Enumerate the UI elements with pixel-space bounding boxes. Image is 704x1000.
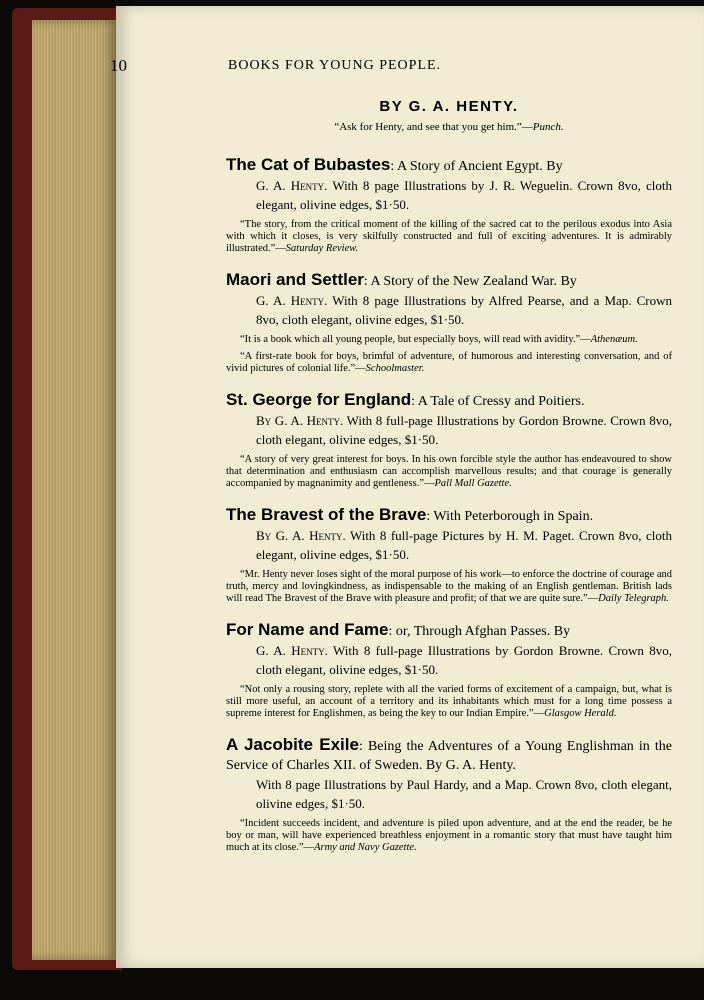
review-text: “It is a book which all young people, but especially boys, will read with avidity.”—	[240, 334, 591, 345]
entry-details-text: With 8 page Illustrations by Alfred Pearse, and a Map. Crown 8vo, cloth elegant, olivine edges, $1·50.	[256, 293, 672, 327]
entry-author: By G. A. Henty.	[256, 413, 344, 428]
book-entry	[226, 155, 672, 255]
entry-details	[226, 641, 672, 679]
entry-details	[226, 291, 672, 329]
page-edges	[32, 20, 116, 960]
review-text: “The story, from the critical moment of the killing of the sacred cat to the perilous exodus into Asia with which it closes, is very skilfully constructed and full of exciting adventures. It is admirably illustrated.”—	[226, 219, 672, 254]
review	[226, 684, 672, 720]
entry-subtitle: : A Story of the New Zealand War. By	[363, 274, 577, 289]
review-source: Daily Telegraph.	[598, 593, 669, 604]
review-text: “Incident succeeds incident, and adventure is piled upon adventure, and at the end the reader, be he boy or man, will have experienced breathless enjoyment in a romantic story that must have taught him much at its close.”—	[226, 818, 672, 853]
entry-author: G. A. Henty.	[256, 643, 328, 658]
review-source: Saturday Review.	[285, 243, 359, 254]
review-source: Schoolmaster.	[365, 363, 425, 374]
motto-quote: “Ask for Henty, and see that you get him.”—	[334, 121, 533, 133]
entry-details-text: With 8 full-page Illustrations by Gordon Browne. Crown 8vo, cloth elegant, olivine edges, $1·50.	[256, 643, 673, 677]
entry-details	[226, 526, 672, 564]
entry-subtitle: : or, Through Afghan Passes. By	[388, 624, 571, 639]
page-number: 10	[110, 56, 127, 75]
review	[226, 351, 672, 375]
entry-details-text: With 8 page Illustrations by J. R. Weguelin. Crown 8vo, cloth elegant, olivine edges, $1·50.	[256, 178, 672, 212]
entry-details	[226, 775, 672, 813]
entry-head	[226, 505, 672, 526]
entry-head	[226, 390, 672, 411]
entry-head	[226, 620, 672, 641]
book-entry	[226, 270, 672, 375]
entry-author: G. A. Henty.	[256, 178, 328, 193]
entry-title: St. George for England	[226, 390, 412, 409]
review	[226, 818, 672, 854]
entry-subtitle: : A Tale of Cressy and Poitiers.	[411, 394, 585, 409]
entry-author: By G. A. Henty.	[256, 528, 346, 543]
entry-subtitle: : With Peterborough in Spain.	[426, 509, 594, 524]
book-entry	[226, 620, 672, 720]
review	[226, 334, 672, 346]
entry-details-text: With 8 page Illustrations by Paul Hardy, and a Map. Crown 8vo, cloth elegant, olivine edges, $1·50.	[256, 777, 672, 811]
review-source: Athenæum.	[590, 334, 638, 345]
entry-subtitle: : Being the Adventures of a Young Englishman in the Service of Charles XII. of Sweden. By G. A. Henty.	[226, 739, 672, 773]
motto	[226, 121, 672, 133]
entry-title: For Name and Fame	[226, 620, 389, 639]
review	[226, 569, 672, 605]
entry-title: Maori and Settler	[226, 270, 364, 289]
entry-head	[226, 270, 672, 291]
entry-head	[226, 155, 672, 176]
review-source: Glasgow Herald.	[544, 708, 617, 719]
entry-author: G. A. Henty.	[256, 293, 328, 308]
book-entry	[226, 505, 672, 605]
entry-title: The Cat of Bubastes	[226, 155, 391, 174]
review-text: “Not only a rousing story, replete with all the varied forms of excitement of a campaign, but, what is still more useful, an account of a territory and its inhabitants which must for a long time possess a supreme interest for Englishmen, as being the key to our Indian Empire.”—	[226, 684, 672, 719]
entry-details-text: With 8 full-page Illustrations by Gordon Browne. Crown 8vo, cloth elegant, olivine edges, $1·50.	[256, 413, 672, 447]
entry-subtitle: : A Story of Ancient Egypt. By	[390, 159, 563, 174]
review-text: “Mr. Henty never loses sight of the moral purpose of his work—to enforce the doctrine of courage and truth, mercy and lovingkindness, as indispensable to the making of an English gentleman. British lads will read The Bravest of the Brave with pleasure and profit; of that we are quite sure.”—	[226, 569, 672, 604]
review-text: “A story of very great interest for boys. In his own forcible style the author has endeavoured to show that determination and enthusiasm can accomplish marvellous results; and that courage is generally accompanied by magnanimity and gentleness.”—	[226, 454, 672, 489]
review	[226, 219, 672, 255]
review-text: “A first-rate book for boys, brimful of adventure, of humorous and interesting conversation, and of vivid pictures of colonial life.”—	[226, 351, 672, 374]
entry-head	[226, 735, 672, 775]
entry-title: The Bravest of the Brave	[226, 505, 427, 524]
page-content	[226, 98, 672, 869]
entry-details	[226, 411, 672, 449]
review-source: Army and Navy Gazette.	[314, 842, 417, 853]
review-source: Pall Mall Gazette.	[434, 478, 512, 489]
book-entry	[226, 735, 672, 854]
entry-title: A Jacobite Exile	[226, 735, 359, 754]
entry-details-text: With 8 full-page Pictures by H. M. Paget. Crown 8vo, cloth elegant, olivine edges, $1·50.	[256, 528, 672, 562]
section-heading: BY G. A. HENTY.	[379, 98, 519, 115]
entry-details	[226, 176, 672, 214]
running-title: BOOKS FOR YOUNG PEOPLE.	[228, 58, 442, 73]
review	[226, 454, 672, 490]
book-entry	[226, 390, 672, 490]
motto-source: Punch.	[532, 121, 564, 133]
